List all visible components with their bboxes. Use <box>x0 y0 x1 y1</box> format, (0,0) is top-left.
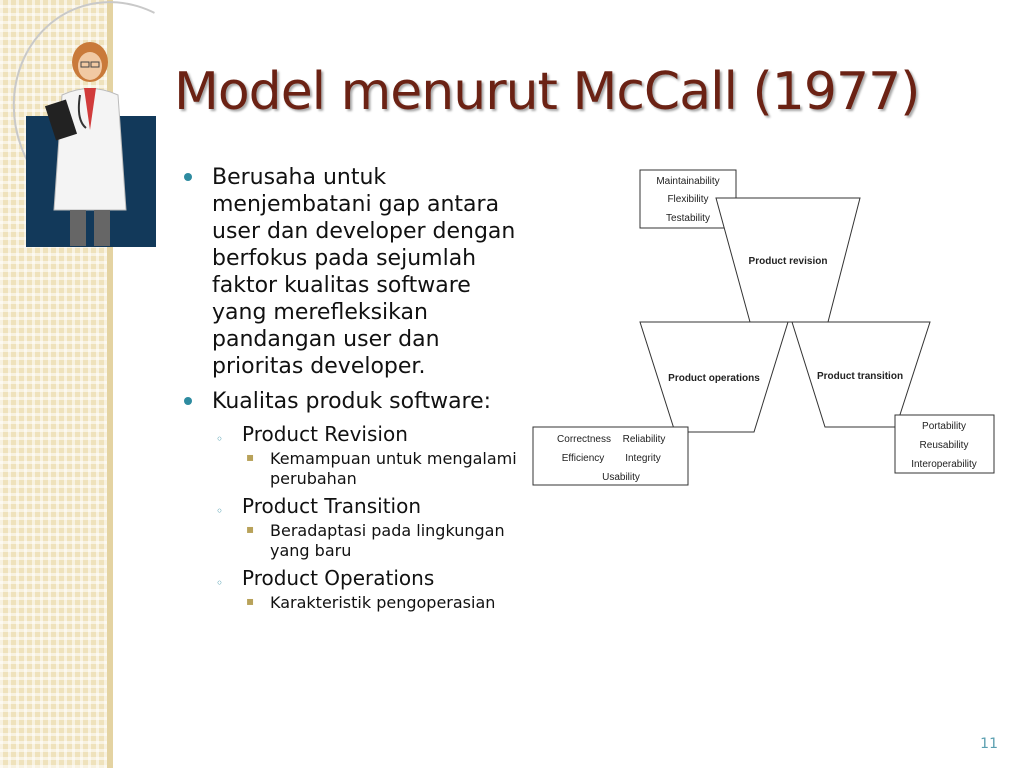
detail-item <box>242 521 520 561</box>
sub-bullet-circle: ◦ <box>216 504 224 518</box>
factor-testability: Testability <box>666 213 710 224</box>
sub-item-product-revision <box>212 421 520 489</box>
detail-bullet: ▪ <box>246 522 255 536</box>
sub-item-product-transition <box>212 493 520 561</box>
product-operations-label: Product operations <box>668 373 760 384</box>
sub-item-label: Product Operations <box>242 566 435 590</box>
mccall-quality-triangle <box>530 165 1000 495</box>
factor-portability: Portability <box>922 421 966 432</box>
detail-list <box>242 521 520 561</box>
factor-usability: Usability <box>602 472 640 483</box>
bullet-text: Berusaha untuk menjembatani gap antara user dan developer dengan berfokus pada sejumlah faktor kualitas software yang merefleksikan pandangan user dan prioritas developer. <box>212 165 516 379</box>
bullet-dot <box>184 173 192 181</box>
detail-list <box>242 449 520 489</box>
sub-bullet-circle: ◦ <box>216 576 224 590</box>
bullet-dot <box>184 397 192 405</box>
detail-bullet: ▪ <box>246 450 255 464</box>
bullet-content <box>180 164 520 621</box>
detail-item <box>242 449 520 489</box>
doctor-leg-left <box>70 210 86 246</box>
detail-item <box>242 593 520 613</box>
bullet-item-1 <box>180 164 520 380</box>
page-number: 11 <box>980 736 998 752</box>
detail-list <box>242 593 520 613</box>
detail-bullet: ▪ <box>246 594 255 608</box>
slide-title: Model menurut McCall (1977) <box>174 62 920 122</box>
sub-item-product-operations <box>212 565 520 613</box>
sub-item-label: Product Revision <box>242 422 408 446</box>
bullet-list <box>180 164 520 613</box>
product-transition-label: Product transition <box>816 371 904 382</box>
factor-reusability: Reusability <box>919 440 969 451</box>
factor-maintainability: Maintainability <box>656 176 720 187</box>
detail-text: Karakteristik pengoperasian <box>270 593 496 612</box>
sub-bullet-list <box>212 421 520 613</box>
product-revision-label: Product revision <box>748 256 828 267</box>
doctor-face <box>78 52 102 80</box>
bullet-item-2 <box>180 388 520 613</box>
doctor-leg-right <box>94 210 110 246</box>
factor-integrity: Integrity <box>625 453 661 464</box>
factor-correctness: Correctness <box>557 434 611 445</box>
doctor-illustration <box>40 40 140 250</box>
factor-efficiency: Efficiency <box>561 453 605 464</box>
factor-reliability: Reliability <box>622 434 666 445</box>
sub-bullet-circle: ◦ <box>216 432 224 446</box>
bullet-text: Kualitas produk software: <box>212 389 492 414</box>
detail-text: Beradaptasi pada lingkungan yang baru <box>270 521 505 560</box>
factor-interoperability: Interoperability <box>911 459 977 470</box>
sub-item-label: Product Transition <box>242 494 422 518</box>
factor-flexibility: Flexibility <box>667 194 709 205</box>
detail-text: Kemampuan untuk mengalami perubahan <box>270 449 517 488</box>
